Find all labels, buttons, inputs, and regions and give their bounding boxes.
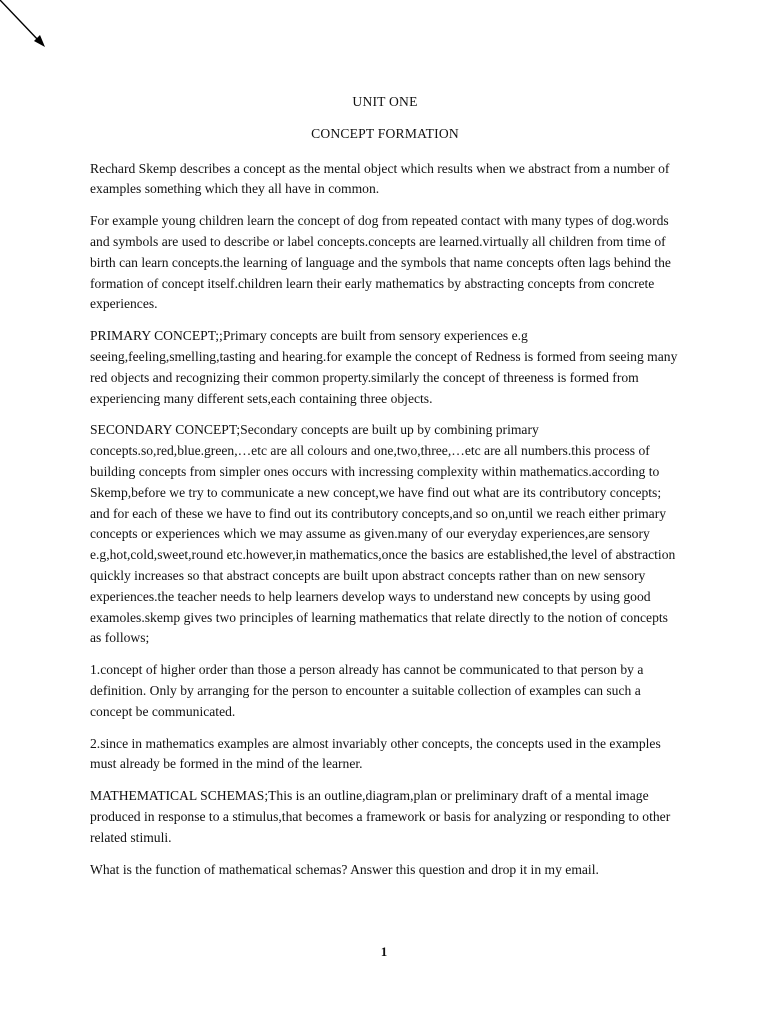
paragraph-question: What is the function of mathematical schemas? Answer this question and drop it in my email. [90,861,599,877]
paragraph-principle-two: 2.since in mathematics examples are almost invariably other concepts, the concepts used in the examples must already be formed in the mind of the learner. [90,735,661,772]
unit-heading: UNIT ONE [352,94,418,109]
paragraph-principle-one: 1.concept of higher order than those a person already has cannot be communicated to that person by a definition. Only by arranging for the person to encounter a suitable collection of examples can such a concept be communicated. [90,662,644,719]
paragraph-primary-concept: PRIMARY CONCEPT;;Primary concepts are built from sensory experiences e.g seeing,feeling,smelling,tasting and hearing.for example the concept of Redness is formed from seeing many red objects and recognizing their common property.similarly the concept of threeness is formed from experiencing many different sets,each containing three objects. [90,328,678,406]
document-body [90,90,680,891]
arrow-icon [0,0,60,60]
paragraph-secondary-concept: SECONDARY CONCEPT;Secondary concepts are built up by combining primary concepts.so,red,blue.green,…etc are all colours and one,two,three,…etc are all numbers.this process of building concepts from simpler ones occurs with incressing complexity within mathematics.according to Skemp,before we try to communicate a new concept,we have find out what are its contributory concepts; and for each of these we have to find out its contributory concepts,and so on,until we reach either primary concepts or experiences which we may assume as given.many of our everyday experiences,are sensory e.g,hot,cold,sweet,round etc.however,in mathematics,once the basics are established,the level of abstraction quickly increases so that abstract concepts are built upon abstract concepts rather than on new sensory experiences.the teacher needs to help learners develop ways to understand new concepts by using good examoles.skemp gives two principles of learning mathematics that relate directly to the notion of concepts as follows; [90,422,676,646]
page-title: CONCEPT FORMATION [311,125,459,141]
paragraph-mathematical-schemas: MATHEMATICAL SCHEMAS;This is an outline,diagram,plan or preliminary draft of a mental image produced in response to a stimulus,that becomes a framework or basis for analyzing or responding to other related stimuli. [90,788,671,845]
paragraph-dog-example: For example young children learn the concept of dog from repeated contact with many types of dog.words and symbols are used to describe or label concepts.concepts are learned.virtually all children from time of birth can learn concepts.the learning of language and the symbols that name concepts often lags behind the formation of concept itself.children learn their early mathematics by abstracting concepts from concrete experiences. [90,213,671,312]
page-number: 1 [380,944,388,959]
paragraph-skemp-definition: Rechard Skemp describes a concept as the mental object which results when we abstract from a number of examples something which they all have in common. [90,160,670,197]
